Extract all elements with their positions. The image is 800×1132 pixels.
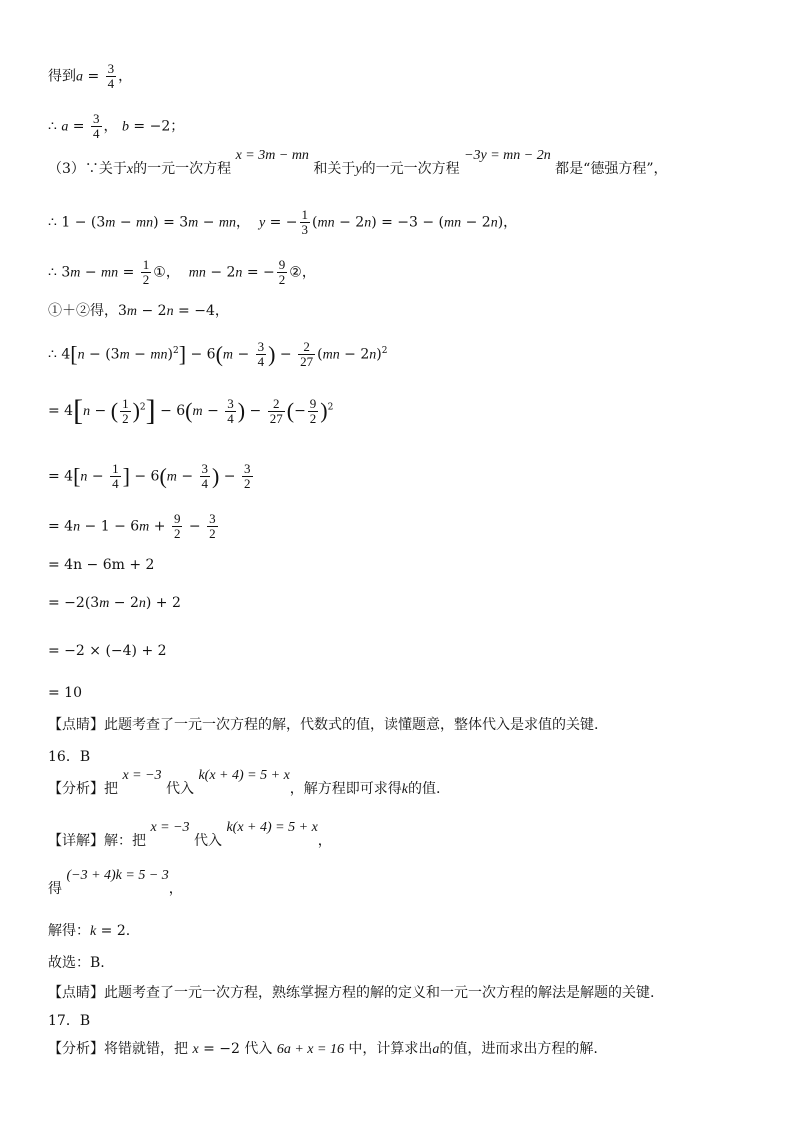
solution-line-13: = −2 × (−4) + 2 bbox=[48, 643, 167, 659]
choice-16: 故选：B. bbox=[48, 955, 105, 971]
solution-line-4: ∴ 1 − (3m − mn) = 3m − mn， y = − $\frac{1}{3}$ (mn − 2n) = −3 − (mn − 2n)， bbox=[48, 207, 518, 237]
answer-17: 17．B bbox=[48, 1013, 91, 1029]
solution-line-7: ∴ 4[n − (3m − mn)$^2$] − 6(m − $\frac{3}{4}$ ) − $\frac{2}{27}$ (mn − 2n)$^2$ bbox=[48, 339, 388, 369]
solution-line-3: （3）∵关于x的一元一次方程 x = 3m − mn 和关于y的一元一次方程 −3y = mn − 2n 都是“德强方程”， bbox=[48, 148, 668, 177]
detail-16-result: 解得：k = 2. bbox=[48, 923, 131, 939]
detail-16: 【详解】解：把 x = −3 代入 k(x + 4) = 5 + x， bbox=[48, 820, 332, 849]
solution-line-6: ①＋②得，3m − 2n = −4， bbox=[48, 303, 229, 319]
answer-16: 16．B bbox=[48, 749, 91, 765]
solution-line-11: = 4n − 6m + 2 bbox=[48, 557, 155, 573]
solution-line-14: = 10 bbox=[48, 685, 82, 701]
solution-line-5: ∴ 3m − mn = $\frac{1}{2}$ ①， mn − 2n = − $\frac{9}{2}$ ②， bbox=[48, 257, 316, 287]
solution-line-10: = 4n − 1 − 6m + $\frac{9}{2}$ − $\frac{3}{2}$ bbox=[48, 511, 216, 541]
analysis-17: 【分析】将错就错，把 x = −2 代入 6a + x = 16 中，计算求出a的值，进而求出方程的解. bbox=[48, 1041, 598, 1057]
solution-line-12: = −2(3m − 2n) + 2 bbox=[48, 595, 181, 611]
solution-line-8: = 4[n − ( $\frac{1}{2}$ )$^2$] − 6(m − $\frac{3}{4}$ ) − $\frac{2}{27}$ (− $\frac{9}{2}$ )$^2$ bbox=[48, 394, 334, 427]
solution-line-1: 得到a = $\frac{3}{4}$ ， bbox=[48, 61, 133, 91]
analysis-16: 【分析】把 x = −3 代入 k(x + 4) = 5 + x，解方程即可求得k的值. bbox=[48, 768, 441, 797]
comment-line-1: 【点睛】此题考查了一元一次方程的解，代数式的值，读懂题意，整体代入是求值的关键. bbox=[48, 717, 599, 733]
solution-line-9: = 4[n − $\frac{1}{4}$ ] − 6(m − $\frac{3}{4}$ ) − $\frac{3}{2}$ bbox=[48, 461, 251, 491]
comment-16: 【点睛】此题考查了一元一次方程，熟练掌握方程的解的定义和一元一次方程的解法是解题的关键. bbox=[48, 985, 655, 1001]
detail-16-step: 得 (−3 + 4)k = 5 − 3， bbox=[48, 868, 183, 897]
solution-line-2: ∴ a = $\frac{3}{4}$ ， b = −2； bbox=[48, 111, 185, 141]
